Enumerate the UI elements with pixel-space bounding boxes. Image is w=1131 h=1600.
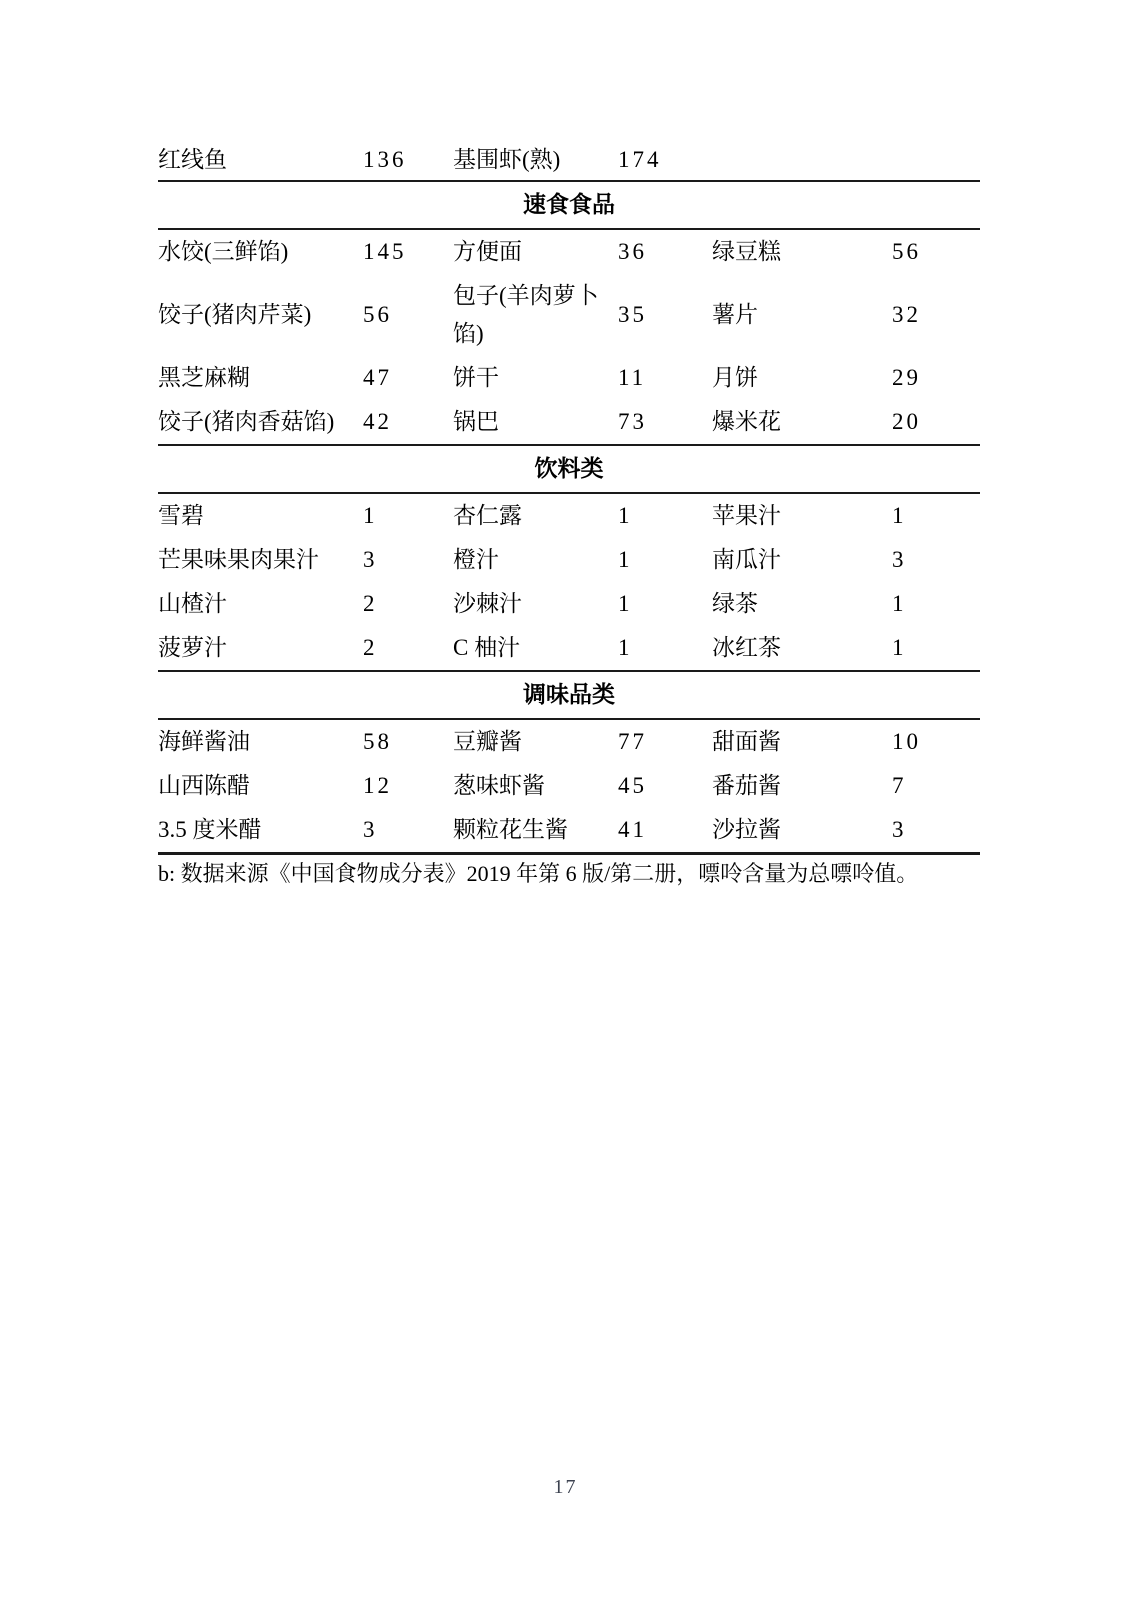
purine-value-cell: 47 xyxy=(363,365,392,390)
purine-value-cell: 1 xyxy=(892,591,907,616)
food-name-cell: 雪碧 xyxy=(158,503,204,528)
purine-value-cell: 1 xyxy=(618,591,633,616)
section-header-row xyxy=(158,445,980,493)
table-row-continued xyxy=(158,140,980,181)
purine-value-cell: 73 xyxy=(618,409,647,434)
purine-value-cell: 1 xyxy=(363,503,378,528)
section-title: 饮料类 xyxy=(158,445,980,493)
food-name-cell: 冰红茶 xyxy=(712,635,781,660)
food-name-cell: 饺子(猪肉芹菜) xyxy=(158,302,312,327)
table-body xyxy=(158,140,980,854)
table-row xyxy=(158,400,980,445)
food-name-cell: 绿茶 xyxy=(712,591,758,616)
food-name-cell: 锅巴 xyxy=(453,409,499,434)
food-name-cell: 包子(羊肉萝卜馅) xyxy=(453,283,599,346)
purine-value-cell: 1 xyxy=(892,503,907,528)
section-title: 速食食品 xyxy=(158,181,980,229)
purine-value-cell: 45 xyxy=(618,773,647,798)
food-name-cell: 山楂汁 xyxy=(158,591,227,616)
purine-value-cell: 11 xyxy=(618,365,647,390)
food-name-cell: 芒果味果肉果汁 xyxy=(158,547,319,572)
table-row xyxy=(158,538,980,582)
purine-value-cell: 3 xyxy=(363,817,378,842)
purine-value-cell: 12 xyxy=(363,773,392,798)
page-number: 17 xyxy=(553,1476,578,1498)
purine-value-cell: 41 xyxy=(618,817,647,842)
purine-value-cell: 1 xyxy=(618,547,633,572)
purine-value-cell: 29 xyxy=(892,365,921,390)
purine-value-cell: 1 xyxy=(618,635,633,660)
table-row xyxy=(158,493,980,538)
purine-value-cell: 20 xyxy=(892,409,921,434)
purine-value-cell: 3 xyxy=(892,547,907,572)
table-row xyxy=(158,229,980,274)
food-name-cell: 沙棘汁 xyxy=(453,591,522,616)
section-title: 调味品类 xyxy=(158,671,980,719)
food-name-cell: 海鲜酱油 xyxy=(158,729,250,754)
food-name-cell: 甜面酱 xyxy=(712,729,781,754)
purine-value-cell: 35 xyxy=(618,302,647,327)
purine-value-cell: 1 xyxy=(892,635,907,660)
food-name-cell: 方便面 xyxy=(453,239,522,264)
food-name-cell xyxy=(712,140,892,181)
purine-value-cell: 77 xyxy=(618,729,647,754)
table-row xyxy=(158,764,980,808)
food-name-cell: 绿豆糕 xyxy=(712,239,781,264)
food-name-cell: 沙拉酱 xyxy=(712,817,781,842)
purine-value-cell: 32 xyxy=(892,302,921,327)
food-name-cell: 番茄酱 xyxy=(712,773,781,798)
purine-value-cell: 2 xyxy=(363,591,378,616)
purine-value-cell: 1 xyxy=(618,503,633,528)
table-row xyxy=(158,808,980,854)
food-name-cell: 南瓜汁 xyxy=(712,547,781,572)
purine-content-table xyxy=(158,140,980,855)
purine-value-cell: 56 xyxy=(363,302,392,327)
section-header-row xyxy=(158,671,980,719)
food-name-cell: 山西陈醋 xyxy=(158,773,250,798)
food-name-cell: 基围虾(熟) xyxy=(453,147,561,172)
food-name-cell: 橙汁 xyxy=(453,547,499,572)
purine-value-cell: 56 xyxy=(892,239,921,264)
table-row xyxy=(158,626,980,671)
purine-value-cell xyxy=(892,140,980,181)
purine-value-cell: 36 xyxy=(618,239,647,264)
food-name-cell: 红线鱼 xyxy=(158,147,227,172)
food-name-cell: 薯片 xyxy=(712,302,758,327)
purine-value-cell: 3 xyxy=(892,817,907,842)
food-name-cell: 葱味虾酱 xyxy=(453,773,545,798)
table-block xyxy=(158,140,980,890)
section-header-row xyxy=(158,181,980,229)
purine-value-cell: 10 xyxy=(892,729,921,754)
food-name-cell: 饺子(猪肉香菇馅) xyxy=(158,409,335,434)
food-name-cell: 饼干 xyxy=(453,365,499,390)
table-footnote: b: 数据来源《中国食物成分表》2019 年第 6 版/第二册，嘌呤含量为总嘌呤值。 xyxy=(158,861,919,886)
purine-value-cell: 3 xyxy=(363,547,378,572)
food-name-cell: 菠萝汁 xyxy=(158,635,227,660)
food-name-cell: 3.5 度米醋 xyxy=(158,817,262,842)
food-name-cell: C 柚汁 xyxy=(453,635,521,660)
food-name-cell: 爆米花 xyxy=(712,409,781,434)
food-name-cell: 黑芝麻糊 xyxy=(158,365,250,390)
table-row xyxy=(158,356,980,400)
food-name-cell: 豆瓣酱 xyxy=(453,729,522,754)
table-row xyxy=(158,582,980,626)
food-name-cell: 颗粒花生酱 xyxy=(453,817,568,842)
table-row xyxy=(158,719,980,764)
food-name-cell: 水饺(三鲜馅) xyxy=(158,239,289,264)
food-name-cell: 苹果汁 xyxy=(712,503,781,528)
purine-value-cell: 136 xyxy=(363,147,407,172)
purine-value-cell: 145 xyxy=(363,239,407,264)
purine-value-cell: 2 xyxy=(363,635,378,660)
food-name-cell: 杏仁露 xyxy=(453,503,522,528)
table-row xyxy=(158,274,980,356)
purine-value-cell: 42 xyxy=(363,409,392,434)
purine-value-cell: 174 xyxy=(618,147,662,172)
purine-value-cell: 58 xyxy=(363,729,392,754)
purine-value-cell: 7 xyxy=(892,773,907,798)
food-name-cell: 月饼 xyxy=(712,365,758,390)
